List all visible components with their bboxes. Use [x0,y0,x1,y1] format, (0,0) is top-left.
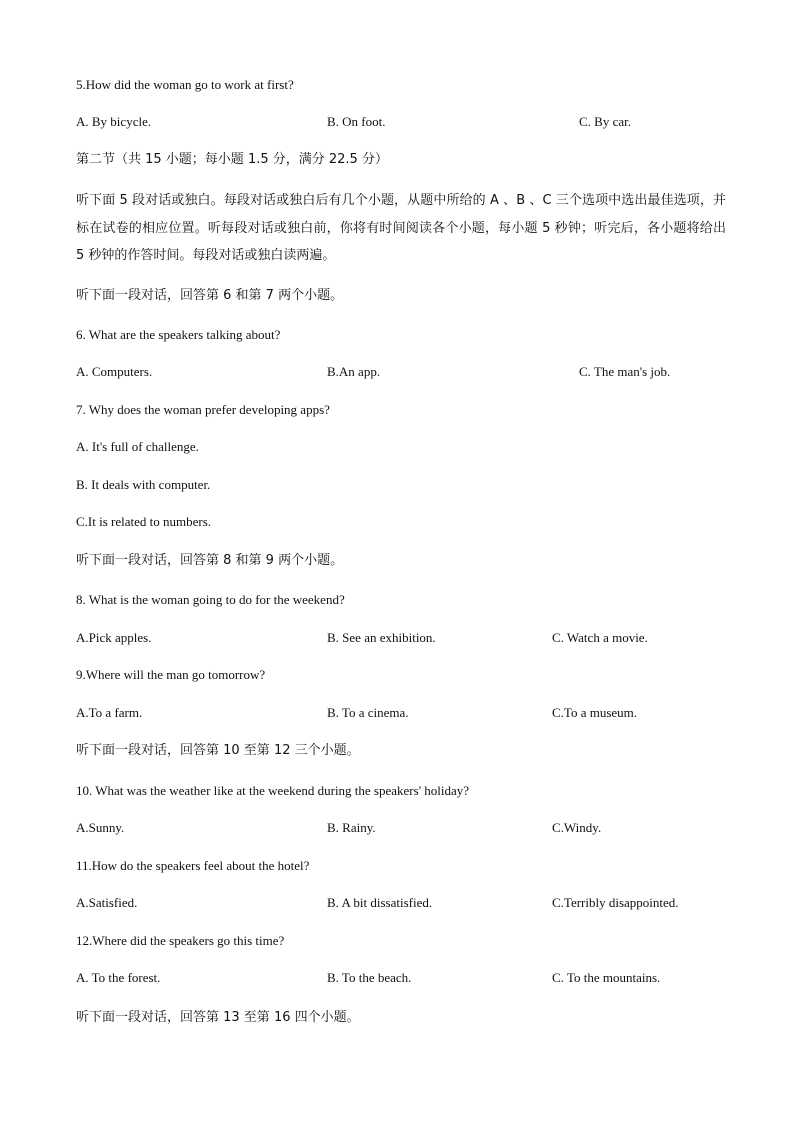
q8-question: 8. What is the woman going to do for the weekend? [76,592,345,607]
section2-header: 第二节（共 15 小题；每小题 1.5 分，满分 22.5 分） [76,152,388,167]
q6-question: 6. What are the speakers talking about? [76,327,281,342]
q9-option-a: A.To a farm. [76,705,143,720]
q11-option-c: C.Terribly disappointed. [552,895,679,910]
q8-option-b: B. See an exhibition. [327,630,436,645]
q12-option-c: C. To the mountains. [552,970,661,985]
section2-instructions: 听下面 5 段对话或独白。每段对话或独白后有几个小题，从题中所给的 A 、B 、C 三个选项中选出最佳选项，并标在试卷的相应位置。听每段对话或独白前，你将有时间阅读各个小题，每小题 5 秒钟；听完后，各小题将给出 5 秒钟的作答时间。每段对话或独白读两遍。 [76,193,726,263]
q6-option-a: A. Computers. [76,364,153,379]
dialog-13-16-intro: 听下面一段对话，回答第 13 至第 16 四个小题。 [76,1010,360,1025]
q7-option-b: B. It deals with computer. [76,477,211,492]
q12-option-b: B. To the beach. [327,970,412,985]
q10-option-c: C.Windy. [552,820,602,835]
q5-option-b: B. On foot. [327,114,386,129]
q6-option-c: C. The man's job. [579,364,671,379]
q9-option-b: B. To a cinema. [327,705,409,720]
q9-option-c: C.To a museum. [552,705,638,720]
q5-question: 5.How did the woman go to work at first? [76,77,294,92]
q8-option-a: A.Pick apples. [76,630,152,645]
dialog-10-12-intro: 听下面一段对话，回答第 10 至第 12 三个小题。 [76,743,360,758]
q7-option-c: C.It is related to numbers. [76,514,212,529]
q5-option-c: C. By car. [579,114,631,129]
dialog-6-7-intro: 听下面一段对话，回答第 6 和第 7 两个小题。 [76,288,344,303]
q11-question: 11.How do the speakers feel about the hotel? [76,858,310,873]
q8-option-c: C. Watch a movie. [552,630,648,645]
q10-question: 10. What was the weather like at the weekend during the speakers' holiday? [76,783,470,798]
q11-option-a: A.Satisfied. [76,895,138,910]
q5-option-a: A. By bicycle. [76,114,152,129]
q7-option-a: A. It's full of challenge. [76,439,199,454]
dialog-8-9-intro: 听下面一段对话，回答第 8 和第 9 两个小题。 [76,553,344,568]
q7-question: 7. Why does the woman prefer developing apps? [76,402,330,417]
q10-option-a: A.Sunny. [76,820,125,835]
q12-question: 12.Where did the speakers go this time? [76,933,285,948]
q6-option-b: B.An app. [327,364,381,379]
q12-option-a: A. To the forest. [76,970,161,985]
q11-option-b: B. A bit dissatisfied. [327,895,433,910]
q10-option-b: B. Rainy. [327,820,376,835]
q9-question: 9.Where will the man go tomorrow? [76,667,266,682]
